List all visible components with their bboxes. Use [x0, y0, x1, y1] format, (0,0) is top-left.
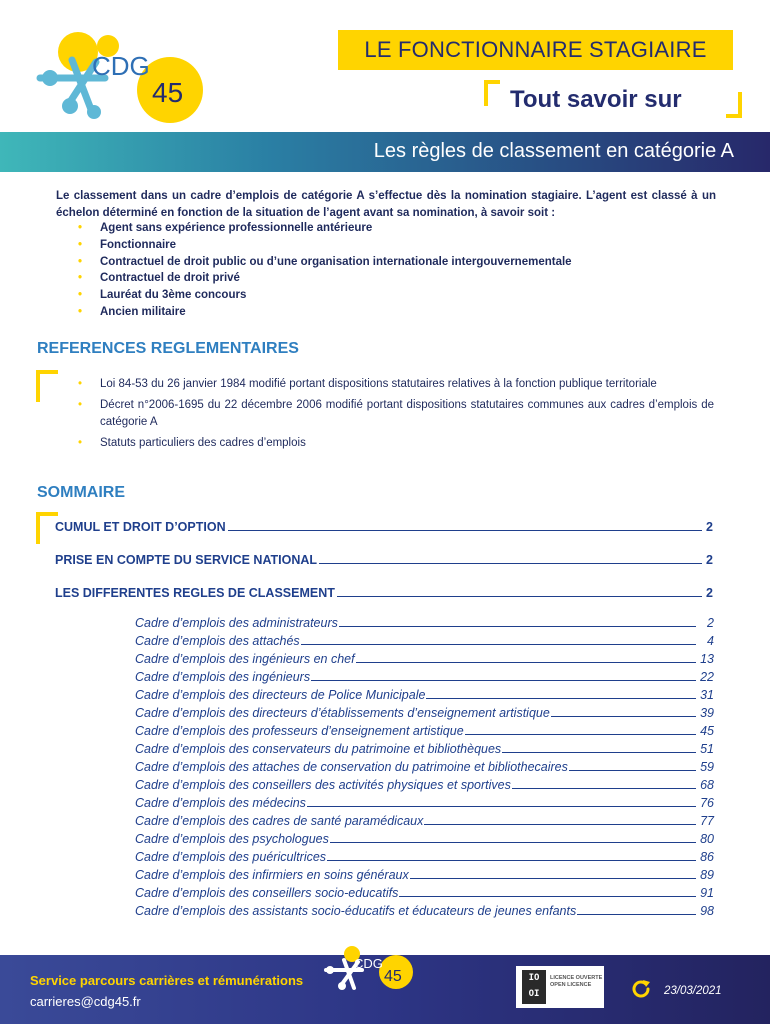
- toc-subentry[interactable]: [135, 684, 714, 702]
- list-item: • Décret n°2006-1695 du 22 décembre 2006 modifié portant dispositions statutaires communes aux cadres d’emplois de catégorie A: [78, 398, 714, 428]
- toc-page: 91: [700, 886, 714, 900]
- list-item: • Ancien militaire: [78, 304, 572, 321]
- toc-subentry[interactable]: [135, 810, 714, 828]
- toc-label: Cadre d’emplois des administrateurs: [135, 616, 338, 630]
- toc-leader: [307, 806, 696, 807]
- licence-text: LICENCE OUVERTE: [550, 975, 603, 981]
- toc-subentry[interactable]: [135, 612, 714, 630]
- situation-list: [78, 220, 572, 321]
- toc-label: Cadre d’emplois des cadres de santé paramédicaux: [135, 814, 424, 828]
- licence-ouverte-logo: [516, 966, 604, 1008]
- toc-subentry[interactable]: [135, 648, 714, 666]
- list-item: • Contractuel de droit privé: [78, 270, 572, 287]
- bullet-icon: •: [78, 289, 83, 302]
- toc-leader: [319, 563, 702, 564]
- toc-leader: [465, 734, 696, 735]
- bracket-decoration: [726, 92, 742, 118]
- references-heading: REFERENCES REGLEMENTAIRES: [37, 340, 299, 357]
- toc-entry[interactable]: [55, 553, 713, 567]
- toc-label: Cadre d’emplois des conseillers des activités physiques et sportives: [135, 778, 511, 792]
- toc-subentry[interactable]: [135, 738, 714, 756]
- document-title-box: [338, 30, 733, 70]
- toc-page: 2: [706, 553, 713, 567]
- toc-label: Cadre d’emplois des psychologues: [135, 832, 329, 846]
- bullet-icon: •: [78, 378, 83, 390]
- toc-page: 4: [707, 634, 714, 648]
- toc-label: Cadre d’emplois des professeurs d’enseignement artistique: [135, 724, 464, 738]
- toc-page: 98: [700, 904, 714, 918]
- toc-leader: [228, 530, 702, 531]
- toc-subentry[interactable]: [135, 900, 714, 918]
- list-item: • Contractuel de droit public ou d’une organisation internationale intergouvernementale: [78, 254, 572, 271]
- toc-page: 22: [700, 670, 714, 684]
- bracket-decoration: [484, 80, 500, 106]
- toc-leader: [356, 662, 696, 663]
- intro-paragraph: Le classement dans un cadre d’emplois de catégorie A s’effectue dès la nomination stagiaire. L’agent est classé à un échelon déterminé en fonction de la situation de l’agent avant sa nomination, à savoir soit :: [56, 190, 716, 219]
- toc-page: 51: [700, 742, 714, 756]
- toc-subentry[interactable]: [135, 846, 714, 864]
- toc-page: 2: [706, 520, 713, 534]
- bullet-icon: •: [78, 436, 83, 449]
- footer-email-link[interactable]: carrieres@cdg45.fr: [30, 994, 141, 1009]
- toc-subentry[interactable]: [135, 630, 714, 648]
- toc-leader: [410, 878, 696, 879]
- toc-label: Cadre d’emplois des attachés: [135, 634, 300, 648]
- refresh-icon: [630, 978, 652, 1000]
- toc-label: Cadre d’emplois des ingénieurs en chef: [135, 652, 355, 666]
- toc-page: 13: [700, 652, 714, 666]
- toc-leader: [577, 914, 696, 915]
- toc-label: Cadre d’emplois des infirmiers en soins généraux: [135, 868, 409, 882]
- toc-page: 68: [700, 778, 714, 792]
- toc-label: LES DIFFERENTES REGLES DE CLASSEMENT: [55, 586, 335, 600]
- bullet-icon: •: [78, 398, 83, 411]
- toc-page: 80: [700, 832, 714, 846]
- bracket-decoration: [36, 370, 58, 402]
- toc-leader: [512, 788, 696, 789]
- toc-leader: [337, 596, 702, 597]
- document-title: LE FONCTIONNAIRE STAGIAIRE: [364, 37, 707, 62]
- list-item: • Loi 84-53 du 26 janvier 1984 modifié portant dispositions statutaires relatives à la fonction publique territoriale: [78, 376, 714, 394]
- logo-text: CDG: [92, 51, 150, 81]
- list-item: • Statuts particuliers des cadres d’emplois: [78, 435, 714, 453]
- toc-leader: [330, 842, 696, 843]
- logo-number: 45: [152, 77, 184, 108]
- toc-leader: [551, 716, 696, 717]
- toc-page: 39: [700, 706, 714, 720]
- list-item: • Agent sans expérience professionnelle antérieure: [78, 220, 572, 237]
- toc-label: Cadre d’emplois des conservateurs du patrimoine et bibliothèques: [135, 742, 502, 756]
- toc-label: Cadre d’emplois des attaches de conservation du patrimoine et bibliothecaires: [135, 760, 568, 774]
- licence-mark: IO OI: [522, 970, 546, 1004]
- toc-page: 59: [700, 760, 714, 774]
- list-item: • Lauréat du 3ème concours: [78, 287, 572, 304]
- toc-label: Cadre d’emplois des conseillers socio-educatifs: [135, 886, 399, 900]
- cdg45-logo: [322, 946, 414, 994]
- toc-label: Cadre d’emplois des puéricultrices: [135, 850, 327, 864]
- list-item: • Fonctionnaire: [78, 237, 572, 254]
- toc-label: Cadre d’emplois des directeurs d’établissements d’enseignement artistique: [135, 706, 550, 720]
- bullet-icon: •: [78, 305, 83, 318]
- toc-label: PRISE EN COMPTE DU SERVICE NATIONAL: [55, 553, 318, 567]
- toc-subentry[interactable]: [135, 828, 714, 846]
- toc-page: 2: [707, 616, 714, 630]
- toc-page: 77: [700, 814, 714, 828]
- bullet-icon: •: [78, 238, 83, 251]
- toc-label: Cadre d’emplois des médecins: [135, 796, 306, 810]
- toc-subentry[interactable]: [135, 720, 714, 738]
- toc-leader: [502, 752, 696, 753]
- toc-page: 86: [700, 850, 714, 864]
- summary-heading: SOMMAIRE: [37, 484, 125, 501]
- cdg45-logo: [30, 30, 205, 125]
- toc-subentry[interactable]: [135, 774, 714, 792]
- bullet-icon: •: [78, 222, 83, 234]
- band-title: Les règles de classement en catégorie A: [373, 140, 734, 162]
- bullet-icon: •: [78, 255, 83, 268]
- footer-logo-number: 45: [384, 968, 402, 985]
- licence-text: OPEN LICENCE: [550, 982, 592, 988]
- toc-label: Cadre d’emplois des assistants socio-éducatifs et éducateurs de jeunes enfants: [135, 904, 577, 918]
- toc-leader: [424, 824, 696, 825]
- toc-subentry[interactable]: [135, 702, 714, 720]
- references-list: [78, 376, 714, 455]
- toc-subentry[interactable]: [135, 864, 714, 882]
- bullet-icon: •: [78, 272, 83, 285]
- toc-leader: [339, 626, 696, 627]
- title-band: [0, 132, 770, 172]
- toc-leader: [311, 680, 696, 681]
- toc-label: CUMUL ET DROIT D’OPTION: [55, 520, 226, 534]
- toc-page: 76: [700, 796, 714, 810]
- document-date: 23/03/2021: [664, 985, 722, 997]
- toc-leader: [301, 644, 696, 645]
- toc-page: 31: [700, 688, 714, 702]
- footer-service: Service parcours carrières et rémunérations: [30, 973, 304, 988]
- footer-logo-text: CDG: [354, 956, 383, 971]
- toc-page: 45: [700, 724, 714, 738]
- toc-leader: [569, 770, 696, 771]
- toc-subentry[interactable]: [135, 666, 714, 684]
- toc-subentry[interactable]: [135, 882, 714, 900]
- toc-subentry[interactable]: [135, 756, 714, 774]
- toc-entry[interactable]: [55, 520, 713, 534]
- toc-leader: [399, 896, 696, 897]
- toc-page: 89: [700, 868, 714, 882]
- toc-leader: [426, 698, 696, 699]
- toc-entry[interactable]: [55, 586, 713, 600]
- toc-leader: [327, 860, 696, 861]
- toc-label: Cadre d’emplois des directeurs de Police Municipale: [135, 688, 426, 702]
- toc-label: Cadre d’emplois des ingénieurs: [135, 670, 311, 684]
- toc-subentry[interactable]: [135, 792, 714, 810]
- document-subtitle: Tout savoir sur: [510, 86, 682, 113]
- toc-page: 2: [706, 586, 713, 600]
